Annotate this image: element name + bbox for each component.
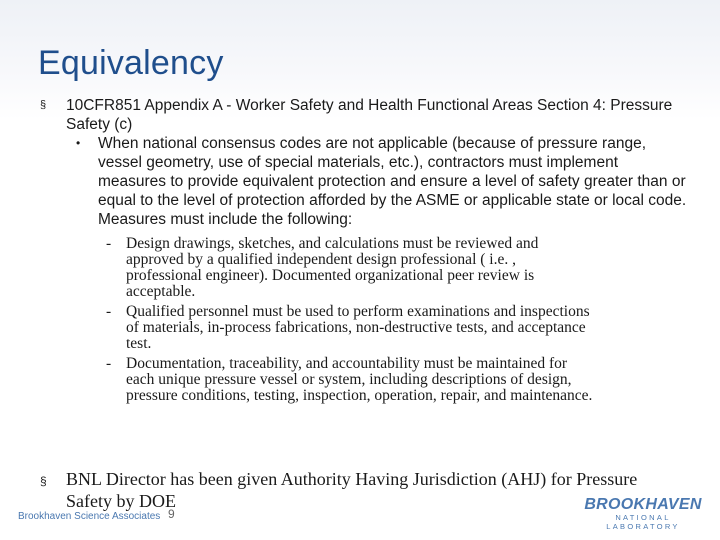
dash-icon: -: [106, 355, 112, 372]
bullet-text: 10CFR851 Appendix A - Worker Safety and Health Functional Areas Section 4: Pressure Safety (c): [66, 97, 673, 133]
bullet-text: BNL Director has been given Authority Having Jurisdiction (AHJ) for Pressure Safety by DOE: [66, 469, 638, 511]
list-item: [38, 304, 594, 352]
list-item-text: Qualified personnel must be used to perform examinations and inspections of materials, in-process fabrications, non-destructive tests, and acceptance test.: [126, 303, 590, 352]
bullet-level2: [38, 134, 688, 229]
sub-bullet-list: [38, 236, 688, 404]
bullet-marker-icon: §: [40, 99, 47, 111]
footer-organization: Brookhaven Science Associates: [18, 511, 161, 522]
list-item-text: Documentation, traceability, and accountability must be maintained for each unique pressure vessel or system, including descriptions of design, pressure conditions, testing, inspection, operation, repair, and maintenance.: [126, 355, 593, 404]
list-item-text: Design drawings, sketches, and calculations must be reviewed and approved by a qualified independent design professional ( i.e. , professional engineer). Documented organizational peer review is acceptable.: [126, 235, 539, 300]
dash-icon: -: [106, 303, 112, 320]
slide-content: [38, 96, 688, 408]
bullet-level1: [38, 96, 688, 134]
logo-sub-text: NATIONAL LABORATORY: [606, 513, 680, 531]
bullet-level1-second: [38, 468, 666, 512]
page-number: 9: [168, 507, 175, 521]
slide-title: Equivalency: [38, 44, 224, 82]
list-item: [38, 356, 594, 404]
logo-main-text: BROOKHAVEN: [584, 496, 702, 513]
list-item: [38, 236, 594, 300]
bullet-text: When national consensus codes are not applicable (because of pressure range, vessel geometry, use of special materials, etc.), contractors must implement measures to provide equivalent protection and ensure a level of safety greater than or equal to the level of protection afforded by the ASME or applicable state or local code. Measures must include the following:: [98, 135, 687, 228]
dash-icon: -: [106, 235, 112, 252]
bullet-marker-icon: §: [40, 474, 47, 488]
bullet-dot-icon: •: [76, 136, 81, 150]
brookhaven-logo: [581, 496, 705, 531]
